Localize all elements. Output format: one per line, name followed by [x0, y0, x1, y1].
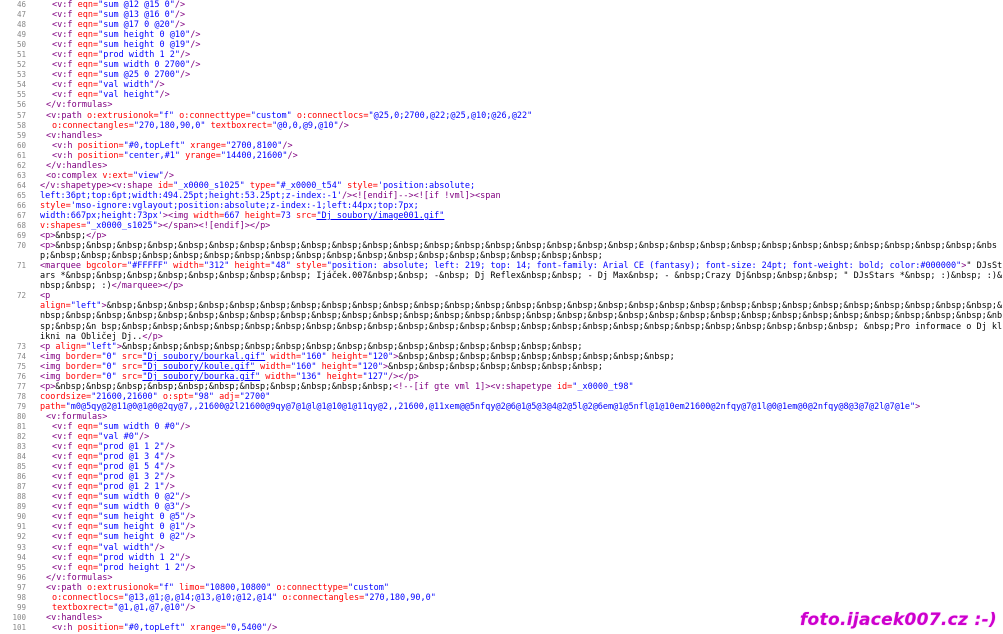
code-line — [0, 543, 1003, 553]
code-line — [0, 171, 1003, 181]
line-number: 65 — [16, 190, 26, 200]
line-number: 92 — [16, 532, 26, 542]
code-text: <v:f eqn="prod @1 5 4"/> — [52, 462, 175, 473]
code-line — [0, 291, 1003, 301]
code-text: <v:f eqn="sum @13 @16 0"/> — [52, 10, 186, 21]
code-text: <v:f eqn="val height"/> — [52, 90, 170, 101]
line-number: 87 — [16, 482, 26, 492]
code-text: textboxrect="@1,@1,@7,@10"/> — [52, 602, 196, 613]
code-text: </v:formulas> — [46, 572, 113, 583]
line-number: 73 — [16, 341, 26, 351]
line-number: 72 — [16, 291, 26, 301]
code-text: <v:f eqn="sum width 0 #0"/> — [52, 421, 191, 432]
code-line — [0, 231, 1003, 241]
code-text: </v:handles> — [46, 160, 108, 171]
code-text: <v:f eqn="sum width 0 @3"/> — [52, 502, 191, 513]
line-number: 79 — [16, 401, 26, 411]
code-line — [0, 181, 1003, 191]
code-line — [0, 422, 1003, 432]
line-number: 53 — [16, 70, 26, 80]
code-line — [0, 151, 1003, 161]
code-text: <v:handles> — [46, 130, 103, 141]
line-number: 101 — [12, 622, 26, 632]
line-number: 88 — [16, 492, 26, 502]
code-line — [0, 482, 1003, 492]
line-number: 98 — [16, 592, 26, 602]
code-text: <v:f eqn="sum height 0 @5"/> — [52, 512, 196, 523]
code-line — [0, 553, 1003, 563]
code-line — [0, 20, 1003, 30]
code-text: <v:formulas> — [46, 411, 108, 422]
line-number: 93 — [16, 542, 26, 552]
code-text: <v:h position="#0,topLeft" xrange="2700,8100"/> — [52, 140, 293, 151]
code-line — [0, 412, 1003, 422]
line-number: 60 — [16, 140, 26, 150]
code-line — [0, 583, 1003, 593]
line-number: 82 — [16, 432, 26, 442]
line-number: 78 — [16, 391, 26, 401]
line-number: 95 — [16, 562, 26, 572]
code-line — [0, 121, 1003, 131]
code-line — [0, 90, 1003, 100]
line-number: 89 — [16, 502, 26, 512]
code-line — [0, 362, 1003, 372]
code-text: <v:path o:extrusionok="f" limo="10800,10800" o:connecttype="custom" — [46, 582, 389, 593]
code-text: <v:f eqn="sum height 0 @19"/> — [52, 40, 201, 51]
code-line — [0, 211, 1003, 221]
line-number: 83 — [16, 442, 26, 452]
code-line — [0, 10, 1003, 20]
line-number: 85 — [16, 462, 26, 472]
code-text: left:36pt;top:6pt;width:494.25pt;height:53.25pt;z-index:-1'/><![endif]--><![if !vml]><span — [40, 190, 501, 201]
code-text: <p — [40, 291, 51, 302]
code-text: <v:h position="#0,topLeft" xrange="0,5400"/> — [52, 622, 278, 633]
code-line — [0, 50, 1003, 60]
code-text: <v:f eqn="val #0"/> — [52, 432, 150, 443]
code-text: <v:f eqn="sum width 0 2700"/> — [52, 60, 201, 71]
code-line — [0, 392, 1003, 402]
line-number: 54 — [16, 80, 26, 90]
code-text: <img border="0" src="Dj_soubory/bourkal.gif" width="160" height="120">&nbsp;&nbsp;&nbsp;&nbsp;&nbsp;&nbsp;&nbsp;&nbsp;&nbsp; — [40, 351, 675, 362]
line-number: 50 — [16, 40, 26, 50]
line-number: 100 — [12, 612, 26, 622]
code-text: <p align="left">&nbsp;&nbsp;&nbsp;&nbsp;&nbsp;&nbsp;&nbsp;&nbsp;&nbsp;&nbsp;&nbsp;&nbsp;&nbsp;&nbsp;&nbsp; — [40, 341, 583, 352]
code-text: v:shapes="_x0000_s1025"></span><![endif]></p> — [40, 221, 271, 232]
code-text: <v:f eqn="val width"/> — [52, 80, 165, 91]
line-number: 52 — [16, 60, 26, 70]
code-line — [0, 141, 1003, 151]
code-text: o:connectlocs="@13,@1;@,@14;@13,@10;@12,@14" o:connectangles="270,180,90,0" — [52, 592, 436, 603]
line-number: 90 — [16, 512, 26, 522]
line-number: 71 — [16, 261, 26, 271]
line-number: 80 — [16, 411, 26, 421]
code-line — [0, 442, 1003, 452]
code-text: <v:f eqn="prod @1 1 2"/> — [52, 442, 175, 453]
code-text: <img border="0" src="Dj_soubory/koule.gif" width="160" height="120">&nbsp;&nbsp;&nbsp;&nbsp;&nbsp;&nbsp;&nbsp; — [40, 361, 604, 372]
line-number: 91 — [16, 522, 26, 532]
code-line — [0, 462, 1003, 472]
code-line — [0, 131, 1003, 141]
code-text: <p>&nbsp;</p> — [40, 231, 107, 242]
code-text: o:connectangles="270,180,90,0" textboxrect="@0,0,@9,@10"/> — [52, 120, 349, 131]
code-text: <p>&nbsp;&nbsp;&nbsp;&nbsp;&nbsp;&nbsp;&nbsp;&nbsp;&nbsp;&nbsp;&nbsp;<!--[if gte vml 1]><v:shapetype id="_x0000_t98" — [40, 381, 634, 392]
code-text: <img border="0" src="Dj_soubory/bourka.gif" width="136" height="127"/></p> — [40, 371, 419, 382]
line-number: 59 — [16, 130, 26, 140]
line-number: 48 — [16, 20, 26, 30]
code-line — [0, 492, 1003, 502]
line-number: 94 — [16, 552, 26, 562]
code-text: align="left">&nbsp;&nbsp;&nbsp;&nbsp;&nbsp;&nbsp;&nbsp;&nbsp;&nbsp;&nbsp;&nbsp;&nbsp;&nbsp;&nbsp;&nbsp;&nbsp;&nbsp;&nbsp;&nbsp;&nbsp;&nbsp;&nbsp;&nbsp;&nbsp;&nbsp;&nbsp;&nbsp;&nbsp;&nbsp;&nbsp;&nbsp;&nbsp;&nbsp;&nbsp;&nbsp;&nbsp;&nbsp;&nbsp;&nbsp;&nbsp;&nbsp;&nbsp;&nbsp;&nbsp;&nbsp;&nbsp;&nbsp;&nbsp;&nbsp;&nbsp;&nbsp;&nbsp;&nbsp;&nbsp;&nbsp;&nbsp;&nbsp;&nbsp;&nbsp;&nbsp;&nbsp;&nbsp;&n bsp;&nbsp;&nbsp;&nbsp;&nbsp;&nbsp;&nbsp;&nbsp;&nbsp;&nbsp;&nbsp;&nbsp;&nbsp;&nbsp;&nbsp;&nbsp;&nbsp;&nbsp;&nbsp;&nbsp;&nbsp;&nbsp;&nbsp;&nbsp;&nbsp; &nbsp;Pro informace o Dj klikni na Obličej Dj..</p> — [40, 301, 1003, 342]
code-text: <v:f eqn="prod width 1 2"/> — [52, 552, 191, 563]
code-text: </v:shapetype><v:shape id="_x0000_s1025" type="#_x0000_t54" style='position:absolute; — [40, 180, 476, 191]
line-number: 49 — [16, 30, 26, 40]
code-line — [0, 593, 1003, 603]
line-number: 68 — [16, 221, 26, 231]
line-number: 86 — [16, 472, 26, 482]
line-number: 64 — [16, 180, 26, 190]
line-number: 81 — [16, 421, 26, 431]
line-number: 69 — [16, 231, 26, 241]
line-number: 51 — [16, 50, 26, 60]
line-number: 47 — [16, 10, 26, 20]
code-line — [0, 512, 1003, 522]
code-line — [0, 342, 1003, 352]
code-line — [0, 563, 1003, 573]
line-number: 75 — [16, 361, 26, 371]
code-line — [0, 60, 1003, 70]
code-line — [0, 100, 1003, 110]
code-text: <v:f eqn="val width"/> — [52, 542, 165, 553]
code-line — [0, 502, 1003, 512]
code-line — [0, 40, 1003, 50]
code-line — [0, 382, 1003, 392]
code-text: style='mso-ignore:vglayout;position:absolute;z-index:-1;left:44px;top:7px; — [40, 200, 419, 211]
line-number: 70 — [16, 241, 26, 251]
code-text: <v:f eqn="sum @12 @15 0"/> — [52, 0, 186, 10]
code-text: <v:f eqn="sum @25 0 2700"/> — [52, 70, 191, 81]
code-line — [0, 191, 1003, 201]
code-text: <v:f eqn="sum width 0 @2"/> — [52, 492, 191, 503]
line-number: 76 — [16, 371, 26, 381]
line-number: 77 — [16, 381, 26, 391]
line-number: 74 — [16, 351, 26, 361]
code-text: <o:complex v:ext="view"/> — [46, 170, 174, 181]
code-text: <v:f eqn="prod @1 3 2"/> — [52, 472, 175, 483]
line-number: 97 — [16, 582, 26, 592]
code-line — [0, 402, 1003, 412]
code-text: </v:formulas> — [46, 100, 113, 111]
code-text: <marquee bgcolor="#FFFFF" width="312" height="48" style="position: absolute; left: 219; top: 14; font-family: Arial CE (fantasy); font-size: 24pt; font-weight: bold; color:#000000">" DJsStars *&nbsp;&nbsp;&nbsp;&nbsp;&nbsp;&nbsp;&nbsp;&nbsp; Ijáček.007&nbsp;&nbsp; -&nbsp; Dj Reflex&nbsp;&nbsp; - Dj Max&nbsp; - &nbsp;Crazy Dj&nbsp;&nbsp;&nbsp; " DJsStars *&nbsp; :)&nbsp; :)&nbsp;&nbsp; :)</marquee></p> — [40, 261, 1003, 292]
line-number: 96 — [16, 572, 26, 582]
code-text: <v:f eqn="sum height 0 @10"/> — [52, 30, 201, 41]
code-line — [0, 352, 1003, 362]
code-text: <v:path o:extrusionok="f" o:connecttype="custom" o:connectlocs="@25,0;2700,@22;@25,@10;@26,@22" — [46, 110, 533, 121]
code-line — [0, 70, 1003, 80]
code-line — [0, 161, 1003, 171]
line-number: 55 — [16, 90, 26, 100]
code-line — [0, 301, 1003, 341]
code-line — [0, 221, 1003, 231]
code-line — [0, 522, 1003, 532]
code-line — [0, 472, 1003, 482]
line-number: 99 — [16, 602, 26, 612]
line-number: 66 — [16, 200, 26, 210]
code-line — [0, 532, 1003, 542]
line-number: 58 — [16, 120, 26, 130]
code-text: <v:f eqn="prod @1 3 4"/> — [52, 452, 175, 463]
code-text: coordsize="21600,21600" o:spt="98" adj="2700" — [40, 391, 271, 402]
watermark-text: foto.ijacek007.cz :-) — [799, 610, 997, 630]
line-number: 46 — [16, 0, 26, 9]
line-number: 67 — [16, 210, 26, 220]
code-line — [0, 111, 1003, 121]
code-line — [0, 452, 1003, 462]
code-text: width:667px;height:73px'><img width=667 height=73 src="Dj_soubory/image001.gif" — [40, 210, 445, 221]
code-line — [0, 80, 1003, 90]
code-text: <v:f eqn="sum height 0 @1"/> — [52, 522, 196, 533]
code-line — [0, 0, 1003, 10]
code-text: <v:f eqn="prod height 1 2"/> — [52, 562, 196, 573]
code-text: path="m0@5qy@2@11@0@1@0@2qy@7,,21600@2l21600@9qy@7@1@l@1@10@1@11qy@2,,21600,@11xem@@5nfqy@2@6@1@5@3@4@2@5l@2@6em@1@5nfl@1@10em21600@2nfqy@7@1l@0@1em@0@2nfqy@8@3@7@2l@7@1e"> — [40, 401, 921, 412]
code-line — [0, 201, 1003, 211]
code-line — [0, 372, 1003, 382]
line-number: 84 — [16, 452, 26, 462]
code-text: <v:f eqn="prod @1 2 1"/> — [52, 482, 175, 493]
code-text: <v:handles> — [46, 612, 103, 623]
code-text: <v:f eqn="prod width 1 2"/> — [52, 50, 191, 61]
code-text: <v:f eqn="sum @17 0 @20"/> — [52, 20, 186, 31]
code-line — [0, 573, 1003, 583]
code-line — [0, 241, 1003, 261]
code-text: <p>&nbsp;&nbsp;&nbsp;&nbsp;&nbsp;&nbsp;&nbsp;&nbsp;&nbsp;&nbsp;&nbsp;&nbsp;&nbsp;&nbsp;&nbsp;&nbsp;&nbsp;&nbsp;&nbsp;&nbsp;&nbsp;&nbsp;&nbsp;&nbsp;&nbsp;&nbsp;&nbsp;&nbsp;&nbsp;&nbsp;&nbsp;&nbsp;&nbsp;&nbsp;&nbsp;&nbsp;&nbsp;&nbsp;&nbsp;&nbsp;&nbsp;&nbsp;&nbsp;&nbsp;&nbsp;&nbsp;&nbsp;&nbsp;&nbsp; — [40, 241, 997, 262]
code-text: <v:f eqn="sum height 0 @2"/> — [52, 532, 196, 543]
code-line — [0, 432, 1003, 442]
line-number: 63 — [16, 170, 26, 180]
line-number: 57 — [16, 110, 26, 120]
code-text: <v:h position="center,#1" yrange="14400,21600"/> — [52, 150, 298, 161]
code-line — [0, 30, 1003, 40]
line-number: 56 — [16, 100, 26, 110]
line-number: 62 — [16, 160, 26, 170]
code-line — [0, 261, 1003, 291]
line-number: 61 — [16, 150, 26, 160]
